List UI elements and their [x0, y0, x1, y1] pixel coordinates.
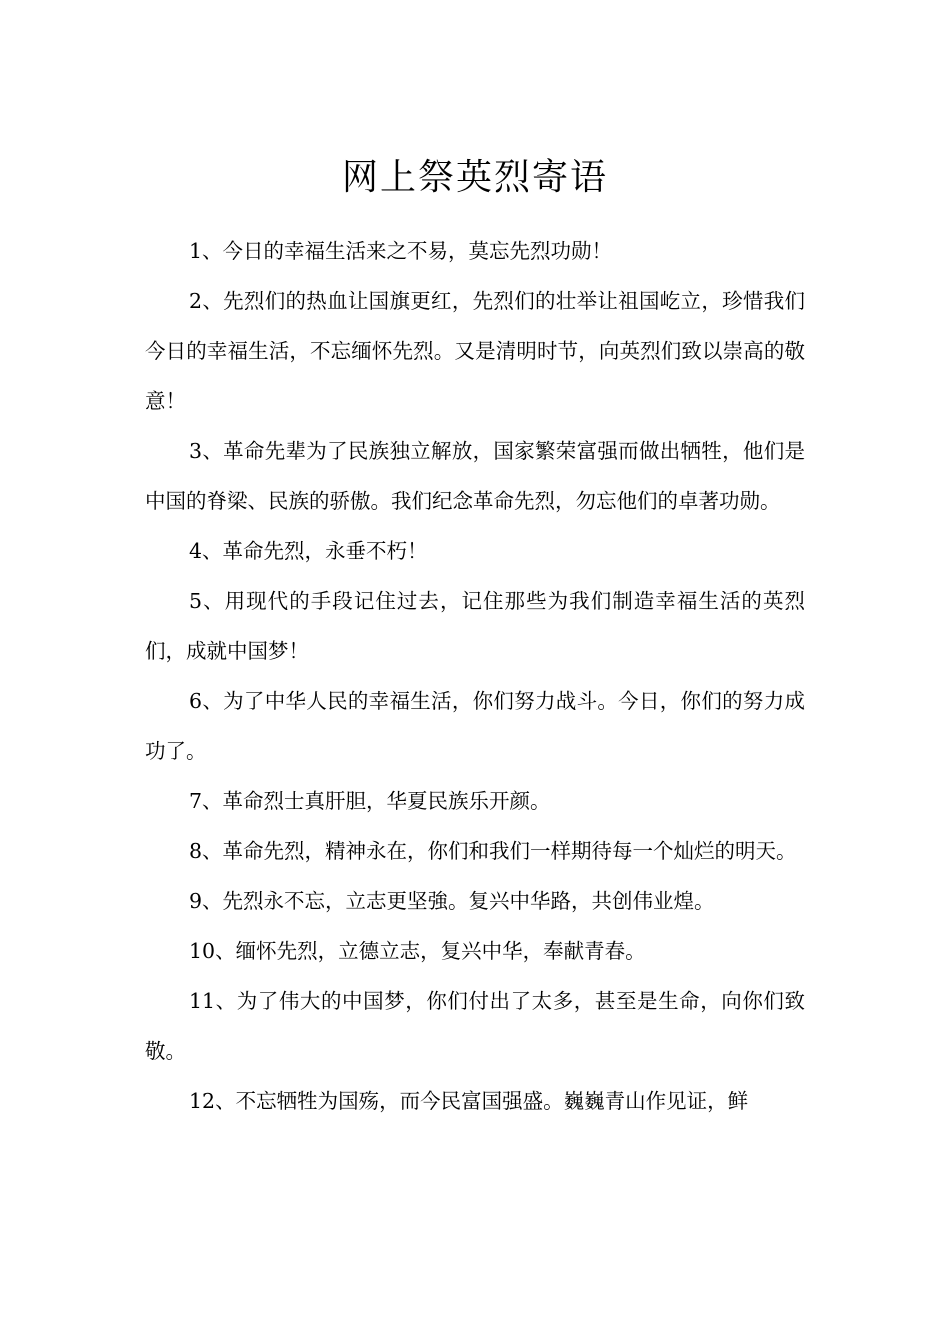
paragraph-9: 9、先烈永不忘，立志更坚強。复兴中华路，共创伟业煌。	[189, 889, 715, 913]
paragraph-3: 3、革命先辈为了民族独立解放，国家繁荣富强而做出牺牲，他们是中国的脊梁、民族的骄傲。我们纪念革命先烈，勿忘他们的卓著功勋。	[145, 439, 805, 513]
paragraph-12: 12、不忘牺牲为国殇，而今民富国强盛。巍巍青山作见证，鲜	[189, 1089, 749, 1113]
paragraph-11: 11、为了伟大的中国梦，你们付出了太多，甚至是生命，向你们致敬。	[145, 989, 805, 1063]
paragraph-8: 8、革命先烈，精神永在，你们和我们一样期待每一个灿烂的明天。	[189, 839, 797, 863]
paragraph-2: 2、先烈们的热血让国旗更红，先烈们的壮举让祖国屹立，珍惜我们今日的幸福生活，不忘缅怀先烈。又是清明时节，向英烈们致以崇高的敬意！	[145, 289, 805, 413]
paragraph-7: 7、革命烈士真肝胆，华夏民族乐开颜。	[189, 789, 551, 813]
paragraph-5: 5、用现代的手段记住过去，记住那些为我们制造幸福生活的英烈们，成就中国梦！	[145, 589, 805, 663]
paragraph-6: 6、为了中华人民的幸福生活，你们努力战斗。今日，你们的努力成功了。	[145, 689, 805, 763]
document-body	[145, 226, 805, 1126]
paragraph-4: 4、革命先烈，永垂不朽！	[189, 539, 428, 563]
paragraph-10: 10、缅怀先烈，立德立志，复兴中华，奉献青春。	[189, 939, 646, 963]
paragraph-1: 1、今日的幸福生活来之不易，莫忘先烈功勋！	[189, 239, 613, 263]
document-title: 网上祭英烈寄语	[341, 157, 608, 199]
